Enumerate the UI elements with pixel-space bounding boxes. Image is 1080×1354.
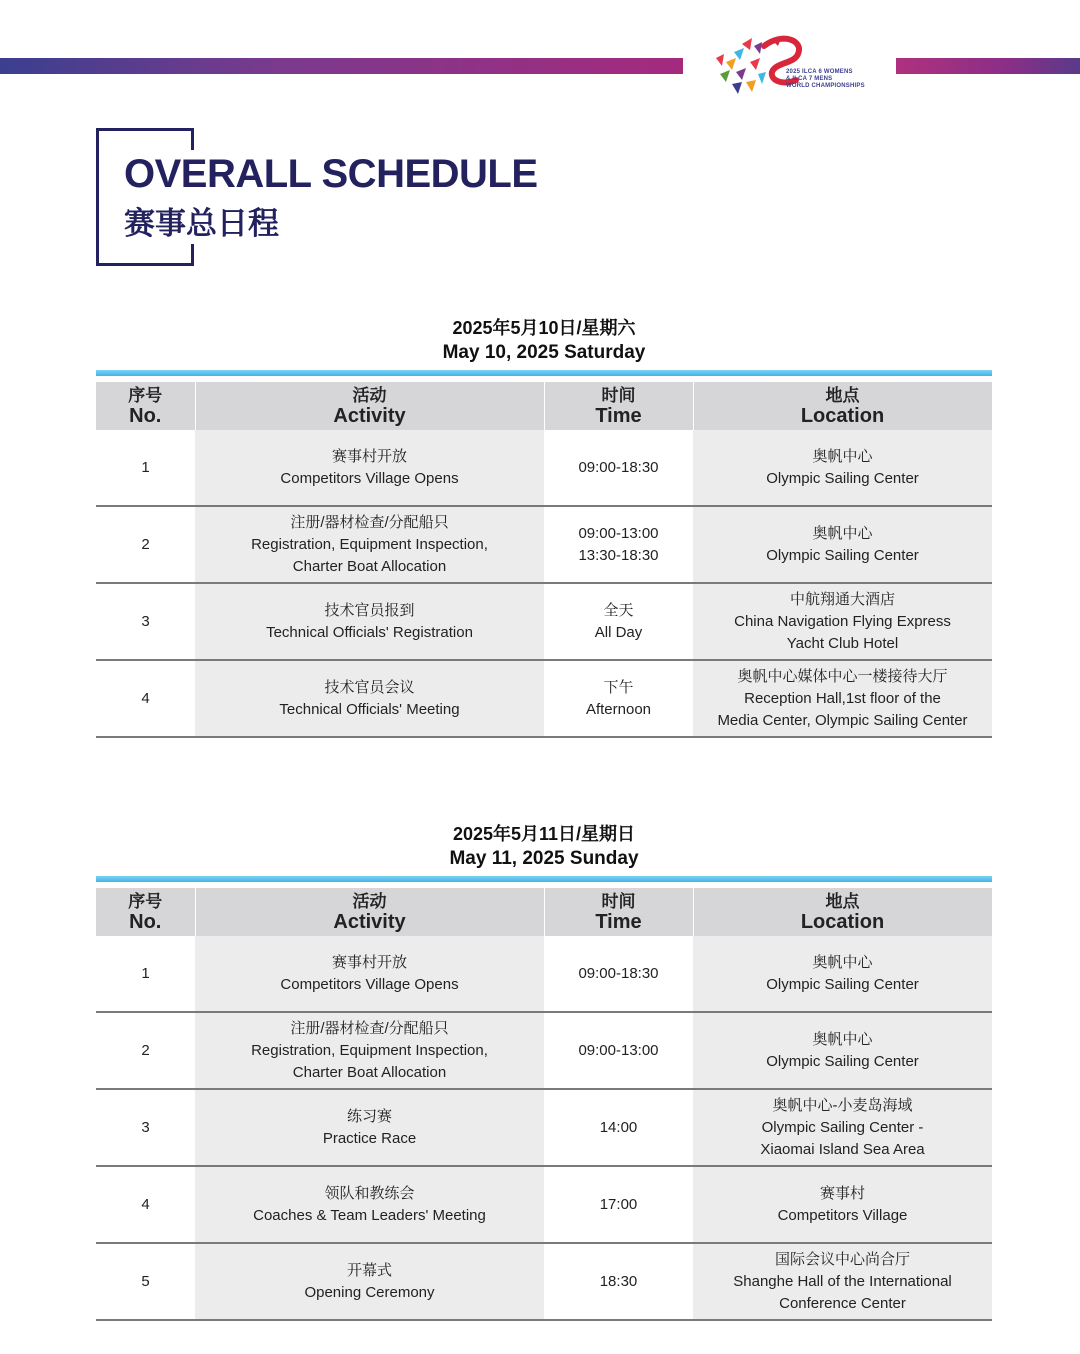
cell-time-line: 全天 [603,601,634,619]
cell-time [544,583,693,660]
cell-location-line: 国际会议中心尚合厅 [774,1250,910,1268]
cell-location-line: Yacht Club Hotel [786,634,899,652]
cell-location-line: 奥帆中心 [812,953,873,971]
table-row [96,583,992,660]
cell-no: 5 [96,1243,195,1320]
header-band-left [0,58,683,74]
day-2-date-cn: 2025年5月11日/星期日 [452,824,636,844]
cell-time-line: 09:00-13:00 [578,1041,659,1059]
cell-time [544,660,693,737]
cell-time-line: 17:00 [599,1195,638,1213]
table-row [96,936,992,1012]
cell-time-line: All Day [594,623,643,641]
cell-activity-line: 技术官员会议 [324,678,415,696]
championship-logo-icon [712,32,872,102]
cell-time-line: 09:00-18:30 [578,458,659,476]
cell-location-line: Olympic Sailing Center [766,546,919,564]
cell-time [544,936,693,1012]
cell-location-line: Conference Center [779,1294,906,1312]
cell-time-line: 18:30 [599,1272,638,1290]
column-time: 时间 Time [544,888,693,936]
cell-location [693,583,992,660]
cell-time [544,1012,693,1089]
cell-location [693,660,992,737]
cell-no: 2 [96,1012,195,1089]
table-header-row [96,382,992,430]
day-1-accent-bar [96,370,992,376]
cell-location-line: 奥帆中心 [812,1030,873,1048]
table-row [96,1012,992,1089]
cell-no: 4 [96,660,195,737]
cell-location-line: Competitors Village [777,1206,908,1224]
cell-time [544,506,693,583]
page-title-cn: 赛事总日程 [124,206,279,241]
cell-activity-line: 技术官员报到 [324,601,415,619]
cell-location-line: Reception Hall,1st floor of the [744,689,941,707]
cell-time [544,1089,693,1166]
cell-activity-line: Competitors Village Opens [280,975,459,993]
cell-location-line: Shanghe Hall of the International [733,1272,952,1290]
cell-time [544,430,693,506]
cell-activity [195,430,544,506]
cell-time-line: 14:00 [599,1118,638,1136]
cell-activity [195,583,544,660]
cell-location [693,1089,992,1166]
cell-activity [195,506,544,583]
column-activity: 活动 Activity [195,382,544,430]
day-2-schedule-table [96,888,993,1321]
cell-activity-line: Technical Officials' Registration [266,623,473,641]
cell-location-line: 奥帆中心 [812,447,873,465]
cell-activity [195,1243,544,1320]
title-frame [96,128,191,266]
logo-text-line-3: WORLD CHAMPIONSHIPS [786,83,865,89]
cell-activity-line: Registration, Equipment Inspection, [251,1041,488,1059]
cell-no: 2 [96,506,195,583]
cell-location-line: 奥帆中心-小麦岛海域 [772,1096,913,1114]
cell-location-line: 奥帆中心媒体中心一楼接待大厅 [737,667,948,685]
page-title: OVERALL SCHEDULE [124,152,538,196]
cell-location [693,1012,992,1089]
cell-location-line: Olympic Sailing Center [766,469,919,487]
cell-activity [195,1166,544,1243]
cell-location-line: 奥帆中心 [812,524,873,542]
cell-time [544,1166,693,1243]
day-2-heading [96,822,992,871]
table-row [96,430,992,506]
cell-no: 4 [96,1166,195,1243]
logo-text-line-1: 2025 ILCA 6 WOMENS [786,69,853,75]
cell-activity [195,936,544,1012]
cell-activity-line: 赛事村开放 [331,953,407,971]
cell-location-line: Media Center, Olympic Sailing Center [717,711,968,729]
cell-no: 1 [96,936,195,1012]
cell-location [693,430,992,506]
logo-text-line-2: & ILCA 7 MENS [786,76,833,82]
table-header-row [96,888,992,936]
cell-location [693,1243,992,1320]
column-time: 时间 Time [544,382,693,430]
cell-activity-line: 领队和教练会 [324,1184,415,1202]
table-row [96,660,992,737]
cell-activity-line: Practice Race [322,1129,417,1147]
day-2-date-en: May 11, 2025 Sunday [449,848,639,869]
cell-location [693,1166,992,1243]
cell-location [693,506,992,583]
cell-no: 3 [96,1089,195,1166]
cell-time-line: 09:00-13:00 [578,524,659,542]
cell-activity-line: Coaches & Team Leaders' Meeting [253,1206,486,1224]
cell-activity-line: 注册/器材检查/分配船只 [290,1019,449,1037]
column-location: 地点 Location [693,382,992,430]
table-row [96,506,992,583]
cell-activity [195,1012,544,1089]
cell-time-line: Afternoon [585,700,652,718]
cell-activity-line: Competitors Village Opens [280,469,459,487]
cell-activity-line: Charter Boat Allocation [292,1063,447,1081]
cell-no: 3 [96,583,195,660]
cell-location-line: 中航翔通大酒店 [789,590,895,608]
cell-time-line: 下午 [603,678,634,696]
cell-activity-line: Charter Boat Allocation [292,557,447,575]
cell-activity-line: 开幕式 [346,1261,392,1279]
column-activity: 活动 Activity [195,888,544,936]
day-2-accent-bar [96,876,992,882]
cell-location [693,936,992,1012]
table-row [96,1166,992,1243]
table-row [96,1089,992,1166]
cell-no: 1 [96,430,195,506]
cell-activity-line: 注册/器材检查/分配船只 [290,513,449,531]
column-no: 序号 No. [96,888,195,936]
cell-location-line: 赛事村 [819,1184,865,1202]
cell-location-line: Olympic Sailing Center [766,1052,919,1070]
cell-time-line: 09:00-18:30 [578,964,659,982]
day-1-schedule-table [96,382,993,738]
day-1-date-en: May 10, 2025 Saturday [442,342,646,363]
column-location: 地点 Location [693,888,992,936]
cell-location-line: Olympic Sailing Center - [761,1118,924,1136]
cell-activity-line: 练习赛 [346,1107,392,1125]
cell-location-line: Xiaomai Island Sea Area [760,1140,925,1158]
cell-location-line: Olympic Sailing Center [766,975,919,993]
cell-activity [195,1089,544,1166]
cell-activity-line: Registration, Equipment Inspection, [251,535,488,553]
cell-time [544,1243,693,1320]
cell-activity-line: Technical Officials' Meeting [279,700,460,718]
day-1-heading [96,316,992,365]
table-row [96,1243,992,1320]
day-1-date-cn: 2025年5月10日/星期六 [452,318,636,338]
cell-activity [195,660,544,737]
header-band-right [896,58,1080,74]
cell-time-line: 13:30-18:30 [578,546,659,564]
cell-activity-line: Opening Ceremony [304,1283,435,1301]
cell-location-line: China Navigation Flying Express [734,612,951,630]
column-no: 序号 No. [96,382,195,430]
cell-activity-line: 赛事村开放 [331,447,407,465]
